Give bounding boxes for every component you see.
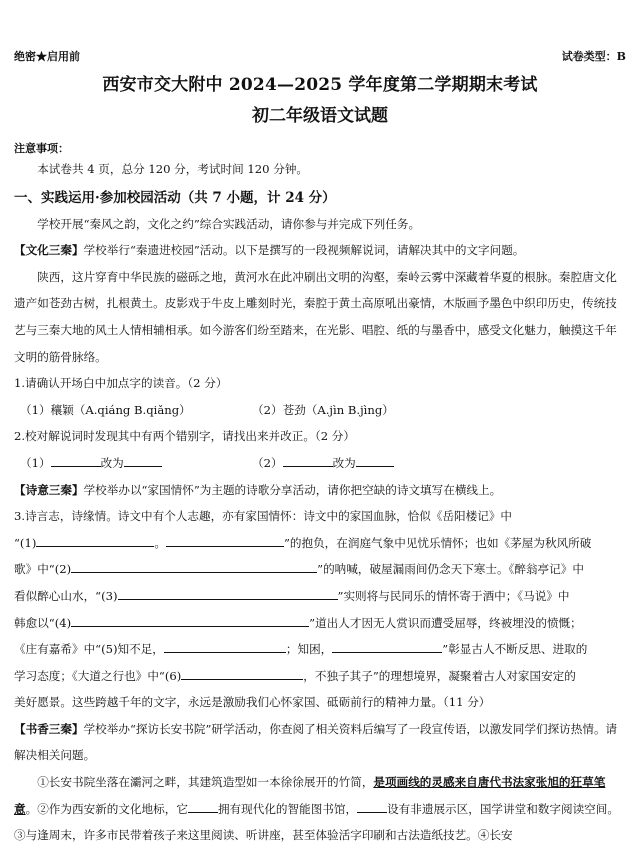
poem-blank[interactable] [181, 667, 303, 680]
question-2-pair-1: （1） 改为 [14, 450, 252, 477]
question-3-line-4: 看似醉心山水，“(3) ”实则将与民同乐的情怀寄于酒中；《马说》中 [14, 588, 570, 603]
question-3-line-6: 《庄有嘉希》中“(5)知不足， ；知困， ”彰显古人不断反思、进取的 [14, 642, 588, 657]
question-1-option-b: （2）苍劲（A.jìn B.jìng） [252, 402, 394, 417]
question-2-stem: 2.校对解说词时发现其中有两个错别字，请找出来并改正。（2 分） [14, 429, 355, 444]
notes-text: 本试卷共 4 页，总分 120 分，考试时间 120 分钟。 [37, 162, 309, 176]
narration-passage: 陕西，这片穿育中华民族的磁砾之地，黄河水在此冲刷出文明的沟壑，秦岭云雾中深藏着华夏的根脉。秦腔唐文化遗产如苍劲古树，扎根黄土。皮影戏于牛皮上雕刻时光，秦腔于黄土高原吼出豪情，木版画予墨色中织印历史，传统技艺与三秦大地的风土人情相辅相承。如今游客们纷至踏来，在光影、唱腔、纸的与墨香中，感受文化魅力，触摸这千年文明的筋骨脉络。 [14, 269, 617, 364]
confidential-label: 绝密★启用前 [14, 50, 80, 63]
promo-passage: ①长安书院坐落在灞河之畔，其建筑造型如一本徐徐展开的竹简，是项画线的灵感来自唐代书法家张旭的狂草笔意。②作为西安新的文化地标，它 拥有现代化的智能图书馆， 设有非遗展示区，国学讲堂和数字阅读空间。③与逢周末，许多市民带着孩子来这里阅读、听讲座，甚至体验活字印刷和古法造纸技艺。④长安 [14, 775, 619, 843]
word-blank[interactable] [357, 800, 387, 813]
exam-subtitle: 初二年级语文试题 [252, 106, 388, 126]
section-heading: 一、实践运用·参加校园活动（共 7 小题，计 24 分） [14, 189, 336, 206]
paper-type-label: 试卷类型：B [561, 50, 626, 63]
question-3-line-8: 美好愿景。这些跨越千年的文字，永远是激励我们心怀家国、砥砺前行的精神力量。（11 分） [14, 695, 491, 710]
question-3-line-7: 学习态度；《大道之行也》中“(6) ，不独子其子”的理想境界，凝聚着古人对家国安定的 [14, 668, 576, 683]
task-culture [14, 237, 626, 264]
question-3-line-5: 韩愈以“(4) ”道出人才因无人赏识而遭受屈辱，终被埋没的愤慨； [14, 615, 582, 630]
task-text: 学校举办“探访长安书院”研学活动，你查阅了相关资料后编写了一段宣传语，以激发同学们探访热情。请解决相关问题。 [14, 721, 618, 763]
poem-blank[interactable] [71, 614, 309, 627]
question-1-stem: 1.请确认开场白中加点字的读音。（2 分） [14, 376, 228, 391]
question-2-answers [14, 450, 626, 477]
question-2-pair-2: （2） 改为 [252, 450, 394, 477]
poem-blank[interactable] [166, 534, 284, 547]
question-1-options [14, 397, 626, 424]
task-text: 学校举行“秦遗进校园”活动。以下是撰写的一段视频解说词，请解决其中的文字问题。 [83, 243, 525, 258]
task-poetry [14, 477, 626, 504]
answer-blank[interactable] [124, 454, 162, 467]
section-intro: 学校开展“秦风之韵，文化之约”综合实践活动，请你参与并完成下列任务。 [37, 216, 421, 231]
answer-blank[interactable] [356, 454, 394, 467]
question-3-line-2: “(1) 。 ”的抱负，在润庭气象中见忧乐情怀；也如《茅屋为秋风所破 [14, 535, 592, 550]
exam-title: 西安市交大附中 2024—2025 学年度第二学期期末考试 [102, 75, 538, 95]
task-tag: 【文化三秦】 [14, 243, 84, 258]
answer-blank[interactable] [51, 454, 101, 467]
top-bar [14, 0, 626, 64]
task-tag: 【书香三秦】 [14, 721, 84, 736]
poem-blank[interactable] [36, 534, 154, 547]
task-tag: 【诗意三秦】 [14, 482, 84, 497]
question-3-line-3: 歌》中“(2) ”的呐喊，破屋漏雨间仍念天下寒士。《醉翁亭记》中 [14, 562, 584, 577]
notes-heading: 注意事项： [14, 142, 69, 155]
question-1-option-a: （1）穰颖（A.qiáng B.qiǎng） [20, 402, 191, 417]
poem-blank[interactable] [118, 587, 338, 600]
poem-blank[interactable] [332, 640, 442, 653]
task-books [14, 716, 626, 769]
underlined-sentence: 是项画线的灵感来自唐代书法家张旭的狂草笔意 [14, 775, 606, 816]
poem-blank[interactable] [71, 560, 317, 573]
task-text: 学校举办以“家国情怀”为主题的诗歌分享活动，请你把空缺的诗文填写在横线上。 [83, 482, 502, 497]
poem-blank[interactable] [164, 640, 286, 653]
answer-blank[interactable] [283, 454, 333, 467]
word-blank[interactable] [188, 800, 218, 813]
question-3-line-1: 3.诗言志，诗缘情。诗文中有个人志趣，亦有家国情怀：诗文中的家国血脉，恰似《岳阳楼记》中 [14, 509, 513, 524]
